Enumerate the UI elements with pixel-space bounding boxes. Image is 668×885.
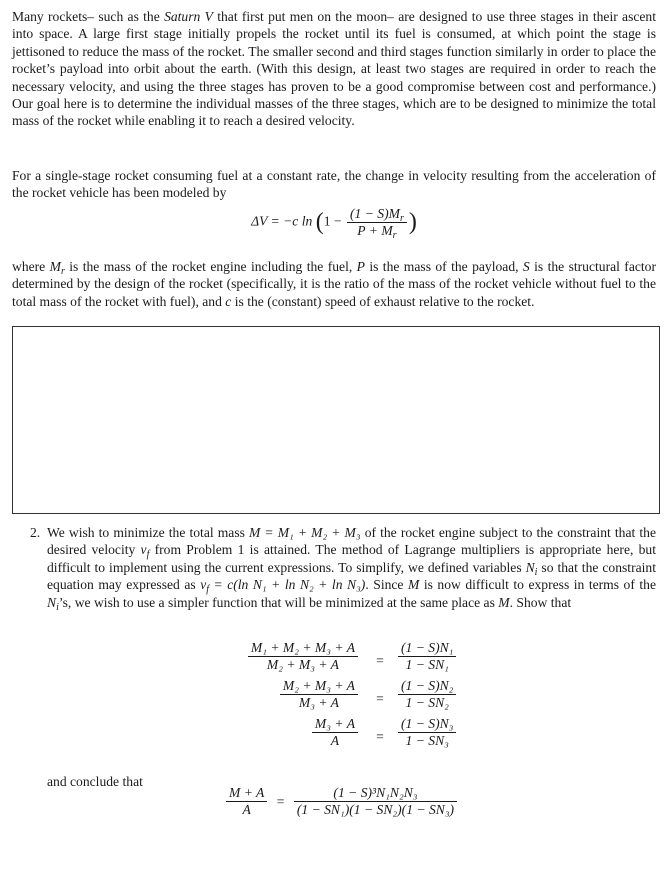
q2-M: M xyxy=(407,577,420,593)
var-c: c xyxy=(225,293,232,309)
q2-Ni: N xyxy=(525,559,535,575)
row3-lhs-den: A xyxy=(312,732,358,749)
row2-equals: = xyxy=(376,691,384,706)
q2-total-mass: M = M₁ + M₂ + M₃ xyxy=(249,525,361,540)
q2-vf-sub: f xyxy=(146,549,150,561)
final-equation xyxy=(224,785,459,818)
delta-v-den-sub: r xyxy=(392,230,397,241)
q2-t4: so that the constraint equation may expressed as xyxy=(47,559,656,593)
final-lhs xyxy=(226,785,267,818)
delta-v-den-text: P + M xyxy=(357,223,393,238)
q2-t8: . Show that xyxy=(509,594,572,610)
q2-vf2: v xyxy=(200,577,207,593)
variable-definitions-paragraph xyxy=(12,258,656,310)
problem-2-text xyxy=(47,524,656,611)
row1-rhs-num: (1 − S)N₁ xyxy=(401,640,454,655)
q2-t6: is now difficult to express in terms of the xyxy=(419,577,656,593)
row1-lhs xyxy=(248,640,358,673)
delta-v-num-sub: r xyxy=(399,213,404,224)
p3-c: is the mass of the payload, xyxy=(364,259,523,274)
intro-text-a: Many rockets– such as the xyxy=(12,9,165,24)
saturn-v-emphasis: Saturn V xyxy=(164,9,213,24)
final-equals: = xyxy=(276,793,285,809)
equation-row-3 xyxy=(232,716,532,754)
one-minus: 1 − xyxy=(323,213,342,229)
row3-rhs-num: (1 − S)N₃ xyxy=(401,716,454,731)
q2-t2: of the rocket engine subject to the constraint that the desired velocity xyxy=(47,525,656,558)
delta-v-fraction xyxy=(347,206,407,239)
final-lhs-den: A xyxy=(226,801,267,818)
row3-rhs-den: 1 − SN₃ xyxy=(398,732,456,749)
p3-b: is the mass of the rocket engine including the fuel, xyxy=(64,259,357,274)
final-lhs-num: M + A xyxy=(229,785,265,800)
q2-Ni2: N xyxy=(47,594,57,610)
equation-row-1 xyxy=(232,640,532,678)
row1-rhs xyxy=(398,640,456,673)
q2-t7: ’s, we wish to use a simpler function that will be minimized at the same place as xyxy=(58,594,499,610)
row1-lhs-den: M₂ + M₃ + A xyxy=(248,656,358,673)
row2-lhs xyxy=(280,678,358,711)
final-rhs-num: (1 − S)³N₁N₂N₃ xyxy=(333,785,418,800)
var-P: P xyxy=(356,259,365,274)
p3-a: where xyxy=(12,259,50,274)
q2-M2: M xyxy=(498,594,510,610)
row2-lhs-den: M₃ + A xyxy=(280,694,358,711)
q2-constraint: = c(ln N₁ + ln N₂ + ln N₃) xyxy=(209,577,366,593)
left-paren: ( xyxy=(315,208,324,235)
row3-lhs xyxy=(312,716,358,749)
q2-vf: v xyxy=(140,542,147,558)
row2-lhs-num: M₂ + M₃ + A xyxy=(282,678,355,693)
row1-rhs-den: 1 − SN₁ xyxy=(398,656,456,673)
delta-v-numerator xyxy=(347,206,407,222)
conclude-text: and conclude that xyxy=(47,774,143,789)
var-Mr-sub: r xyxy=(60,266,65,277)
p3-e: is the (constant) speed of exhaust relative to the rocket. xyxy=(231,293,535,309)
row3-rhs xyxy=(398,716,456,749)
q2-Ni2-sub: i xyxy=(56,601,59,613)
q2-t5: . Since xyxy=(365,577,408,593)
row2-rhs-den: 1 − SN₂ xyxy=(398,694,456,711)
row1-lhs-num: M₁ + M₂ + M₃ + A xyxy=(250,640,355,655)
var-Mr: M xyxy=(49,259,61,274)
row3-lhs-num: M₃ + A xyxy=(314,716,355,731)
row2-rhs xyxy=(398,678,456,711)
row1-equals: = xyxy=(376,653,384,668)
intro-text-b: that first put men on the moon– are designed to use three stages in their ascent into space. A large first stage initially propels the rocket until its fuel is consumed, at which point the stage is jettisoned to reduce the mass of the rocket. The smaller second and third stages function similarly in order to place the rocket’s payload into orbit about the earth. (With this design, at least two stages are required in order to reach the necessary velocity, and using the three stages has proven to be a good compromise between cost and performance.) Our goal here is to determine the individual masses of the three stages, which are to be designed to minimize the total mass of the rocket while enabling it to reach a desired velocity. xyxy=(12,9,657,129)
model-intro-paragraph: For a single-stage rocket consuming fuel at a constant rate, the change in velocity resulting from the acceleration of the rocket vehicle has been modeled by xyxy=(12,168,656,201)
row3-equals: = xyxy=(376,729,384,744)
intro-paragraph xyxy=(12,8,656,130)
var-S: S xyxy=(522,259,530,274)
delta-v-num-text: (1 − S)M xyxy=(350,206,400,221)
delta-v-equation xyxy=(0,206,668,239)
answer-box[interactable] xyxy=(12,326,660,514)
q2-t1: We wish to minimize the total mass xyxy=(47,525,250,540)
delta-v-denominator xyxy=(347,222,407,239)
p3-d: is the structural factor determined by the design of the rocket (specifically, it is the ratio of the mass of the rocket vehicle without fuel to the total mass of the rocket with fuel), and xyxy=(12,259,656,309)
q2-vf2-sub: f xyxy=(206,584,210,596)
delta-v-lhs: ΔV = −c ln xyxy=(251,213,313,229)
q2-t3: from Problem 1 is attained. The method of Lagrange multipliers is appropriate here, but difficult to implement using the current expressions. To simplify, we defined variables xyxy=(47,542,656,575)
final-rhs-den: (1 − SN₁)(1 − SN₂)(1 − SN₃) xyxy=(294,801,457,818)
right-paren: ) xyxy=(408,208,417,235)
q2-Ni-sub: i xyxy=(534,566,538,578)
problem-number: 2. xyxy=(30,525,41,540)
row2-rhs-num: (1 − S)N₂ xyxy=(401,678,454,693)
equation-row-2 xyxy=(232,678,532,716)
final-rhs xyxy=(294,785,457,818)
